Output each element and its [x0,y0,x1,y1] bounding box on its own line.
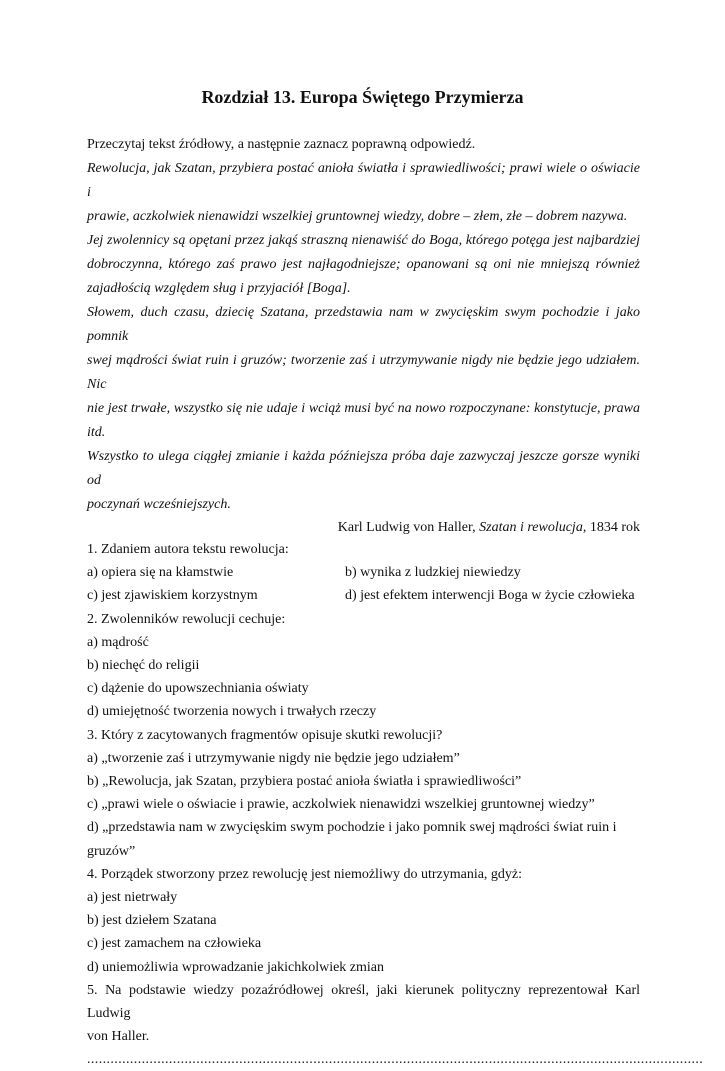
answer-option[interactable]: c) „prawi wiele o oświacie i prawie, aczkolwiek nienawidzi wszelkiej gruntownej wiedzy” [87,797,595,813]
answer-option[interactable]: a) opiera się na kłamstwie [87,565,234,581]
answer-option[interactable]: b) jest dziełem Szatana [87,913,217,929]
answer-option[interactable]: c) jest zamachem na człowieka [87,936,262,952]
answer-option[interactable]: a) „tworzenie zaś i utrzymywanie nigdy nie będzie jego udziałem” [87,750,460,766]
question-text-continued: von Haller. [87,1029,150,1045]
answer-row [87,584,640,607]
answer-option[interactable]: a) mądrość [87,634,149,650]
instruction: Przeczytaj tekst źródłowy, a następnie zaznacz poprawną odpowiedź. [87,137,476,152]
answer-option[interactable]: d) „przedstawia nam w zwycięskim swym pochodzie i jako pomnik swej mądrości świat ruin i [87,820,617,836]
answer-option[interactable]: d) jest efektem interwencji Boga w życie człowieka [345,588,635,604]
answer-option[interactable]: d) uniemożliwia wprowadzanie jakichkolwiek zmian [87,959,385,975]
question-4 [87,863,640,979]
citation-year: , 1834 rok [582,520,640,535]
question-text: 3. Który z zacytowanych fragmentów opisuje skutki rewolucji? [87,727,443,743]
answer-option[interactable]: b) „Rewolucja, jak Szatan, przybiera postać anioła światła i sprawiedliwości” [87,774,522,790]
question-2 [87,608,640,724]
answer-option[interactable]: c) dążenie do upowszechniania oświaty [87,681,309,697]
source-quote [87,157,640,517]
page-title: Rozdział 13. Europa Świętego Przymierza [201,87,524,107]
question-text: 2. Zwolenników rewolucji cechuje: [87,611,286,627]
answer-option[interactable]: b) wynika z ludzkiej niewiedzy [345,565,521,581]
citation-work: Szatan i rewolucja [479,520,583,535]
quote-line: Wszystko to ulega ciągłej zmianie i każda późniejsza próba daje zazwyczaj jeszcze gorsze wyniki od [87,449,640,488]
quote-line: poczynań wcześniejszych. [87,497,231,512]
answer-option[interactable]: d) umiejętność tworzenia nowych i trwałych rzeczy [87,704,377,720]
question-text: 4. Porządek stworzony przez rewolucję jest niemożliwy do utrzymania, gdyż: [87,866,523,882]
citation-author: Karl Ludwig von Haller, [337,520,480,535]
answer-line[interactable]: .............................................................................................................................................................. [87,1052,704,1068]
answer-option-continued[interactable]: gruzów” [87,843,136,859]
answer-option[interactable]: c) jest zjawiskiem korzystnym [87,588,258,604]
worksheet-body [87,133,704,1071]
answer-option[interactable]: b) niechęć do religii [87,658,200,674]
quote-line: zajadłością względem sług i przyjaciół [Boga]. [87,281,351,296]
question-text: 5. Na podstawie wiedzy pozaźródłowej określ, jaki kierunek polityczny reprezentował Karl Ludwig [87,982,640,1022]
quote-line: Rewolucja, jak Szatan, przybiera postać anioła światła i sprawiedliwości; prawi wiele o oświacie i [87,161,640,200]
question-5 [87,979,640,1049]
question-text: 1. Zdaniem autora tekstu rewolucja: [87,542,289,557]
answer-row [87,561,640,584]
quote-line: Jej zwolennicy są opętani przez jakąś straszną nienawiść do Boga, którego potęga jest najbardziej [87,233,640,248]
quote-line: dobroczynna, którego zaś prawo jest najłagodniejsze; opanowani są oni nie mniejszą również [87,257,640,272]
question-1 [87,538,640,608]
question-3 [87,724,640,863]
quote-line: nie jest trwałe, wszystko się nie udaje i wciąż musi być na nowo rozpoczynane: konstytucje, prawa itd. [87,401,640,440]
quote-line: prawie, aczkolwiek nienawidzi wszelkiej gruntownej wiedzy, dobre – złem, złe – dobrem nazywa. [87,209,628,224]
instruction-block [87,133,640,157]
quote-line: Słowem, duch czasu, dziecię Szatana, przedstawia nam w zwycięskim swym pochodzie i jako pomnik [87,305,640,344]
source-citation [87,517,640,538]
answer-option[interactable]: a) jest nietrwały [87,890,178,906]
quote-line: swej mądrości świat ruin i gruzów; tworzenie zaś i utrzymywanie nigdy nie będzie jego udziałem. Nic [87,353,640,392]
